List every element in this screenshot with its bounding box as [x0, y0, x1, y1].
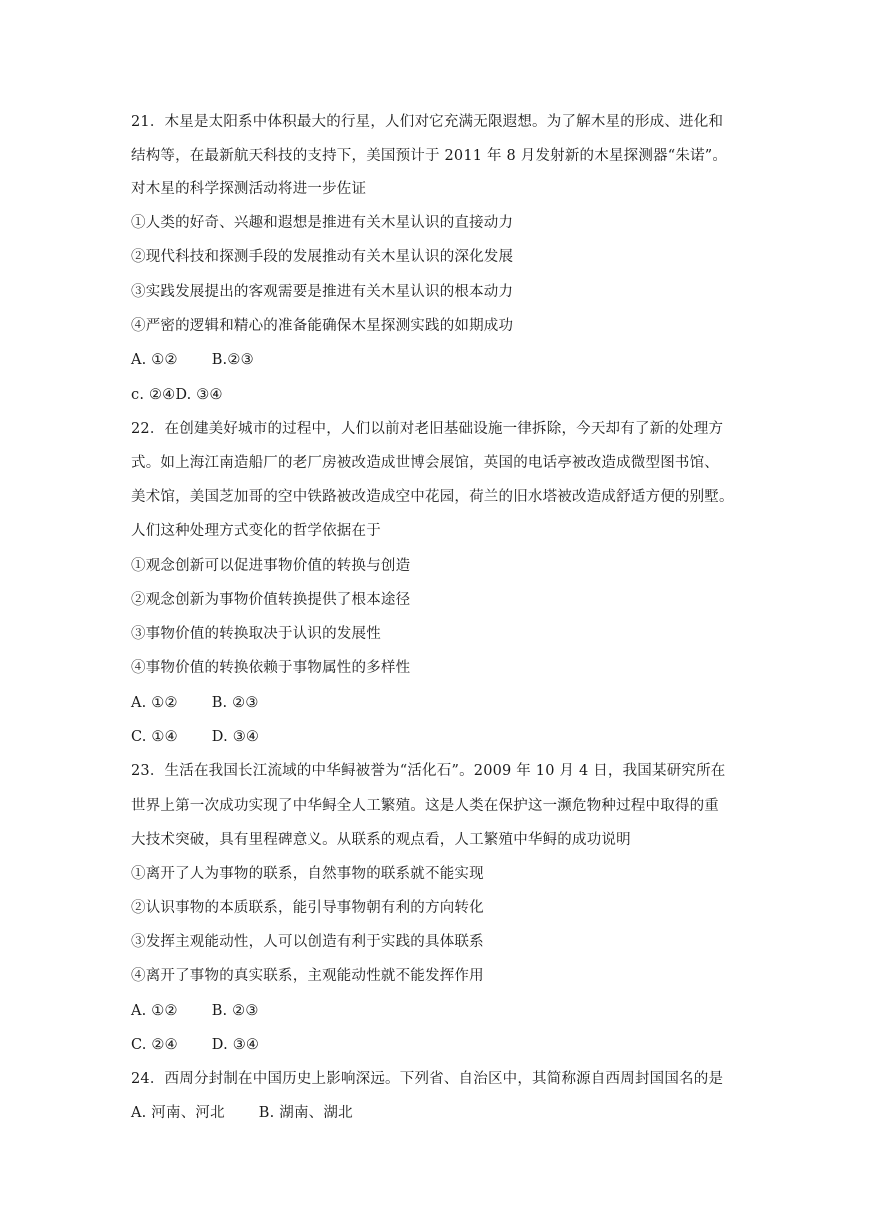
question-23-item-1: ①离开了人为事物的联系，自然事物的联系就不能实现 — [131, 866, 484, 882]
question-22-stem-line-4: 人们这种处理方式变化的哲学依据在于 — [131, 523, 381, 539]
option-d: D. ③④ — [211, 729, 260, 745]
question-23-stem-line-3: 大技术突破，具有里程碑意义。从联系的观点看，人工繁殖中华鲟的成功说明 — [131, 832, 631, 848]
question-21-options-row-1 — [131, 350, 254, 370]
option-b: B. 湖南、湖北 — [258, 1105, 353, 1121]
question-23-item-4: ④离开了事物的真实联系，主观能动性就不能发挥作用 — [131, 968, 484, 984]
question-21-item-2: ②现代科技和探测手段的发展推动有关木星认识的深化发展 — [131, 249, 514, 265]
question-23-stem-line-1: 23．生活在我国长江流域的中华鲟被誉为“活化石”。2009 年 10 月 4 日，我国某研究所在 — [131, 763, 726, 779]
question-24-stem-line-1: 24．西周分封制在中国历史上影响深远。下列省、自治区中，其简称源自西周封国国名的是 — [131, 1071, 724, 1087]
question-23-options-row-1 — [131, 1001, 259, 1021]
question-22-item-2: ②观念创新为事物价值转换提供了根本途径 — [131, 592, 411, 608]
question-21-stem-line-1: 21．木星是太阳系中体积最大的行星，人们对它充满无限遐想。为了解木星的形成、进化和 — [131, 114, 724, 130]
option-b: B. ②③ — [211, 1003, 259, 1019]
question-22-stem-line-1: 22．在创建美好城市的过程中，人们以前对老旧基础设施一律拆除，今天却有了新的处理方 — [131, 421, 724, 437]
question-23-item-2: ②认识事物的本质联系，能引导事物朝有利的方向转化 — [131, 900, 484, 916]
question-21-item-3: ③实践发展提出的客观需要是推进有关木星认识的根本动力 — [131, 284, 514, 300]
question-23-item-3: ③发挥主观能动性，人可以创造有利于实践的具体联系 — [131, 934, 484, 950]
question-23-stem-line-2: 世界上第一次成功实现了中华鲟全人工繁殖。这是人类在保护这一濒危物种过程中取得的重 — [131, 798, 719, 814]
option-a: A. 河南、河北 — [131, 1105, 225, 1121]
question-21-item-1: ①人类的好奇、兴趣和遐想是推进有关木星认识的直接动力 — [131, 215, 514, 231]
option-a: A. ①② — [131, 695, 178, 711]
option-c: C. ①④ — [131, 729, 178, 745]
option-a: A. ①② — [131, 352, 178, 368]
option-d: D. ③④ — [211, 1037, 260, 1053]
option-b: B.②③ — [211, 352, 254, 368]
question-22-stem-line-2: 式。如上海江南造船厂的老厂房被改造成世博会展馆，英国的电话亭被改造成微型图书馆、 — [131, 455, 719, 471]
option-c: C. ②④ — [131, 1037, 178, 1053]
question-22-stem-line-3: 美术馆，美国芝加哥的空中铁路被改造成空中花园，荷兰的旧水塔被改造成舒适方便的别墅。 — [131, 489, 734, 505]
question-21-item-4: ④严密的逻辑和精心的准备能确保木星探测实践的如期成功 — [131, 318, 514, 334]
option-b: B. ②③ — [211, 695, 259, 711]
question-22-item-3: ③事物价值的转换取决于认识的发展性 — [131, 626, 381, 642]
question-21-stem-line-2: 结构等，在最新航天科技的支持下，美国预计于 2011 年 8 月发射新的木星探测器“朱诺”。 — [131, 148, 728, 164]
question-21-stem-line-3: 对木星的科学探测活动将进一步佐证 — [131, 181, 367, 197]
question-22-item-1: ①观念创新可以促进事物价值的转换与创造 — [131, 558, 411, 574]
option-a: A. ①② — [131, 1003, 178, 1019]
question-22-item-4: ④事物价值的转换依赖于事物属性的多样性 — [131, 660, 411, 676]
question-22-options-row-2 — [131, 727, 259, 747]
question-24-options-row-1 — [131, 1103, 353, 1123]
question-23-options-row-2 — [131, 1035, 259, 1055]
question-22-options-row-1 — [131, 693, 259, 713]
option-c-d: c. ②④D. ③④ — [131, 387, 223, 403]
question-21-options-row-2 — [131, 385, 223, 405]
